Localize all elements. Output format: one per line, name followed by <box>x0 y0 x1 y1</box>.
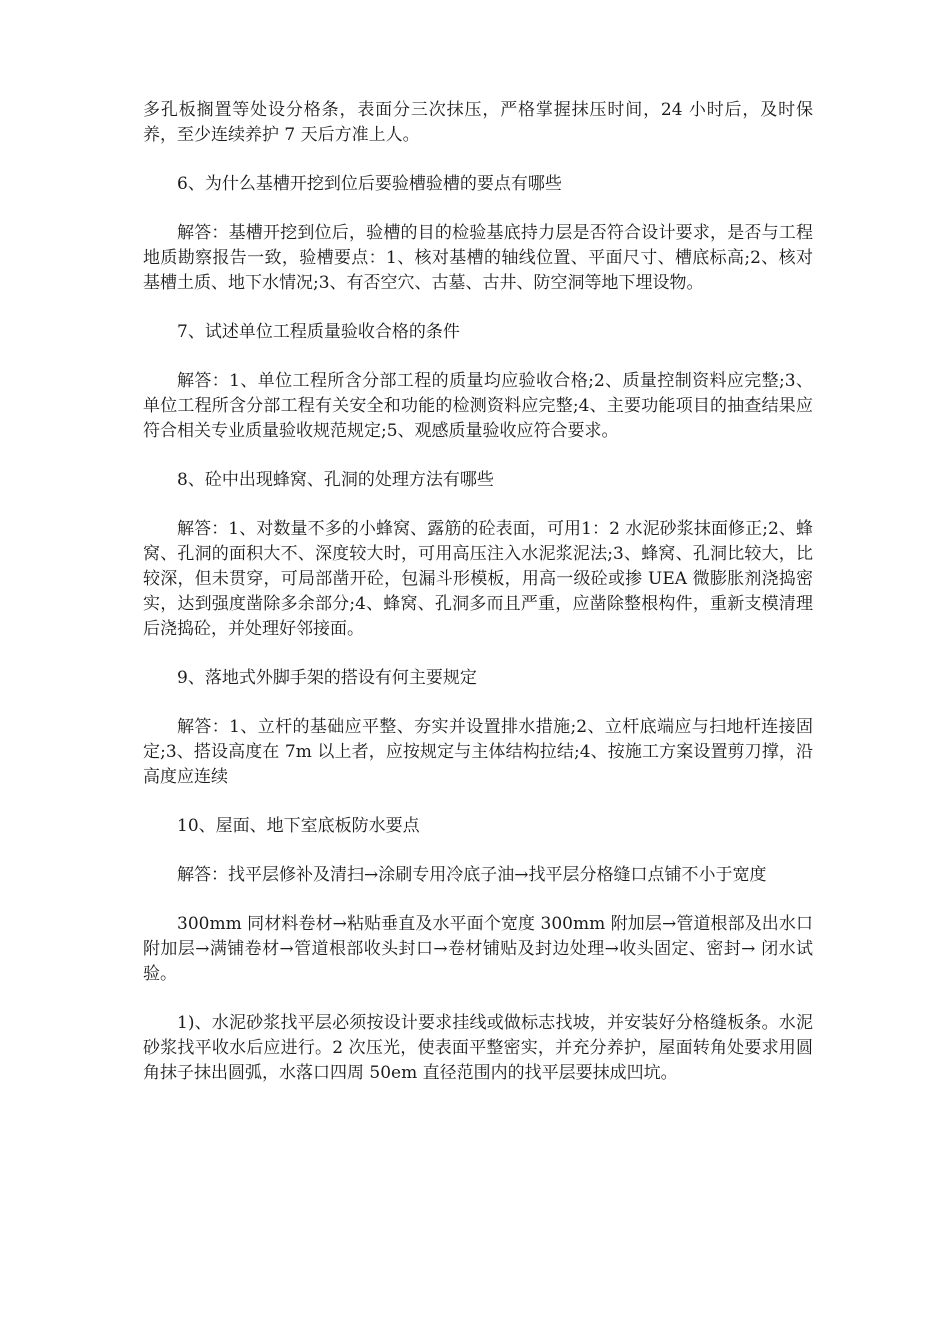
answer-10-point-1-paragraph: 1)、水泥砂浆找平层必须按设计要求挂线或做标志找坡，并安装好分格缝板条。水泥砂浆找平收水后应进行。2 次压光，使表面平整密实，并充分养护，屋面转角处要求用圆角抹子抹出圆弧，水落口四周 50em 直径范围内的找平层要抹成凹坑。 <box>143 1013 813 1083</box>
question-9-heading: 9、落地式外脚手架的搭设有何主要规定 <box>177 668 477 688</box>
continued-paragraph: 多孔板搁置等处设分格条，表面分三次抹压，严格掌握抹压时间，24 小时后，及时保养，至少连续养护 7 天后方准上人。 <box>143 100 813 145</box>
question-10-heading: 10、屋面、地下室底板防水要点 <box>177 816 420 836</box>
answer-7-paragraph: 解答：1、单位工程所含分部工程的质量均应验收合格;2、质量控制资料应完整;3、单位工程所含分部工程有关安全和功能的检测资料应完整;4、主要功能项目的抽查结果应符合相关专业质量验收规范规定;5、观感质量验收应符合要求。 <box>143 371 813 441</box>
answer-10-continued-paragraph: 300mm 同材料卷材→粘贴垂直及水平面个宽度 300mm 附加层→管道根部及出水口附加层→满铺卷材→管道根部收头封口→卷材铺贴及封边处理→收头固定、密封→ 闭水试验。 <box>143 914 813 984</box>
answer-8-paragraph: 解答：1、对数量不多的小蜂窝、露筋的砼表面，可用1：2 水泥砂浆抹面修正;2、蜂窝、孔洞的面积大不、深度较大时，可用高压注入水泥浆泥法;3、蜂窝、孔洞比较大，比较深，但未贯穿，可局部凿开砼，包漏斗形模板，用高一级砼或掺 UEA 微膨胀剂浇捣密实，达到强度凿除多余部分;4、蜂窝、孔洞多而且严重，应凿除整根构件，重新支模清理后浇捣砼，并处理好邻接面。 <box>143 519 813 639</box>
question-8-heading: 8、砼中出现蜂窝、孔洞的处理方法有哪些 <box>177 470 494 490</box>
question-7-heading: 7、试述单位工程质量验收合格的条件 <box>177 322 460 342</box>
answer-9-paragraph: 解答：1、立杆的基础应平整、夯实并设置排水措施;2、立杆底端应与扫地杆连接固定;3、搭设高度在 7m 以上者，应按规定与主体结构拉结;4、按施工方案设置剪刀撑，沿高度应连续 <box>143 717 813 787</box>
answer-6-paragraph: 解答：基槽开挖到位后，验槽的目的检验基底持力层是否符合设计要求，是否与工程地质勘察报告一致，验槽要点：1、核对基槽的轴线位置、平面尺寸、槽底标高;2、核对基槽土质、地下水情况;3、有否空穴、古墓、古井、防空洞等地下埋设物。 <box>143 223 813 293</box>
document-page <box>143 98 813 1110</box>
answer-10-paragraph: 解答：找平层修补及清扫→涂刷专用冷底子油→找平层分格缝口点铺不小于宽度 <box>177 865 767 885</box>
question-6-heading: 6、为什么基槽开挖到位后要验槽验槽的要点有哪些 <box>177 174 562 194</box>
